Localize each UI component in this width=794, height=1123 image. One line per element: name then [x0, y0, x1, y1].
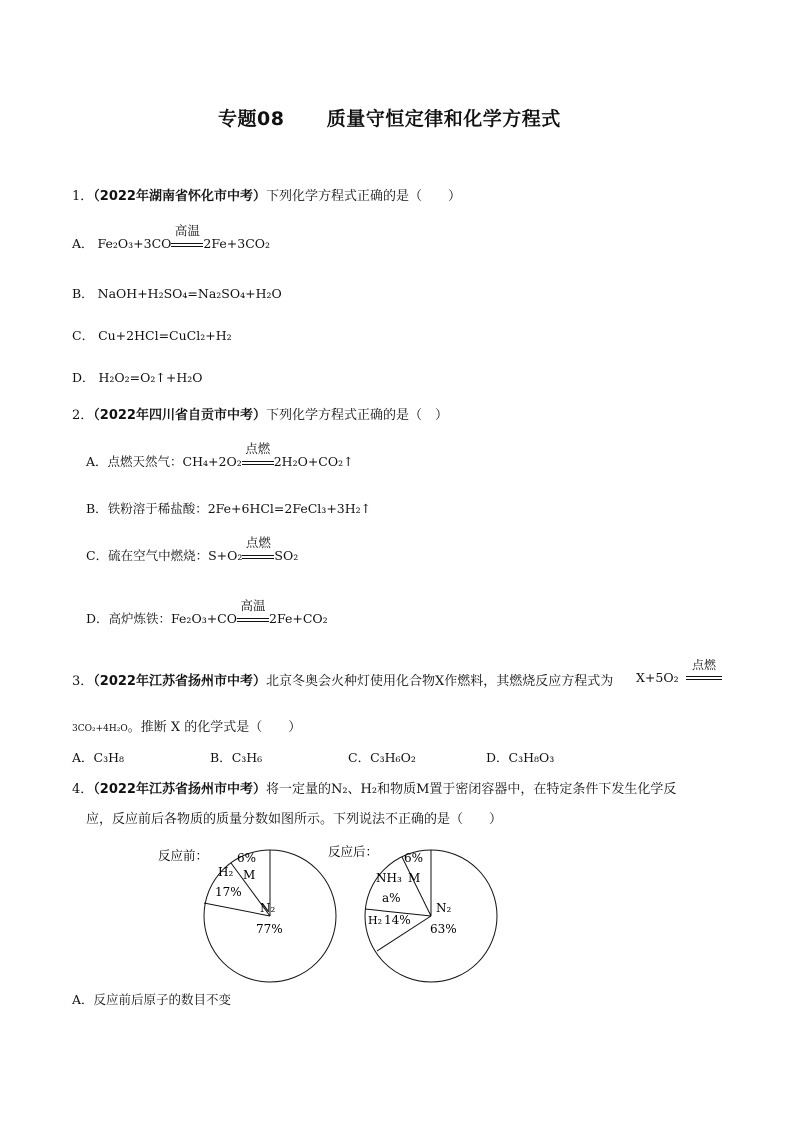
title-name: 质量守恒定律和化学方程式: [326, 108, 561, 130]
question-source: （2022年四川省自贡市中考）: [93, 408, 266, 423]
q1-option-b[interactable]: [72, 284, 282, 302]
option-text: 反应前后原子的数目不变: [93, 992, 232, 1007]
equation-right: SO₂: [274, 548, 299, 563]
q2-option-a[interactable]: [86, 441, 354, 470]
q3-option-d[interactable]: [486, 748, 554, 766]
q3-stem-line2: [72, 716, 301, 735]
question-stem: 下列化学方程式正确的是（ ）: [265, 189, 461, 204]
question-4: [72, 778, 676, 797]
pie-charts: [150, 836, 510, 986]
before-slice-h2-name: H₂: [218, 865, 234, 879]
option-label: D．: [72, 370, 95, 385]
option-label: C．: [86, 548, 109, 563]
equation-right: 2Fe+3CO₂: [203, 236, 271, 251]
q1-option-d[interactable]: [72, 368, 203, 386]
question-number: 3．: [72, 674, 94, 689]
question-3: [72, 670, 613, 689]
option-text: C₃H₈: [93, 750, 125, 765]
after-slice-n2-name: N₂: [436, 901, 452, 915]
option-label: B．: [210, 750, 232, 765]
q2-option-c[interactable]: [86, 535, 299, 564]
q3-option-a[interactable]: [72, 748, 124, 766]
option-label: A．: [72, 236, 94, 251]
option-label: B．: [72, 286, 94, 301]
after-slice-nh3-value: a%: [382, 891, 401, 905]
reaction-condition: 高温: [171, 236, 203, 251]
equation-right: 3CO₂+4H₂O: [72, 724, 128, 734]
option-label: D．: [486, 750, 509, 765]
page-title: [218, 104, 561, 131]
after-slice-n2-value: 63%: [430, 922, 457, 936]
after-slice-nh3-name: NH₃: [376, 871, 402, 885]
option-text: NaOH+H₂SO₄=Na₂SO₄+H₂O: [97, 286, 282, 301]
question-2: [72, 404, 448, 423]
equation-left: S+O₂: [208, 548, 243, 563]
question-source: （2022年江苏省扬州市中考）: [93, 674, 266, 689]
equation-right: 2Fe+CO₂: [269, 611, 328, 626]
after-caption: 反应后：: [328, 844, 379, 859]
equation-right: 2H₂O+CO₂↑: [273, 454, 354, 469]
question-source: （2022年江苏省扬州市中考）: [93, 782, 266, 797]
title-topic: 专题08: [218, 108, 285, 130]
question-4-line2: [86, 808, 502, 827]
before-slice-n2-name: N₂: [260, 901, 276, 915]
option-desc: 硫在空气中燃烧：: [108, 548, 209, 563]
option-text: Cu+2HCl=CuCl₂+H₂: [98, 328, 232, 343]
q1-option-a[interactable]: [72, 223, 271, 252]
question-stem: 下列化学方程式正确的是（ ）: [265, 408, 448, 423]
equation-left: CH₄+2O₂: [182, 454, 242, 469]
question-number: 1．: [72, 189, 94, 204]
option-label: D．: [86, 611, 109, 626]
before-slice-m-value: 6%: [237, 851, 257, 865]
q3-option-c[interactable]: [348, 748, 416, 766]
option-label: B．: [86, 501, 108, 516]
q4-option-a[interactable]: [72, 990, 231, 1008]
option-text: C₃H₆O₂: [370, 750, 416, 765]
option-text: 2Fe+6HCl=2FeCl₃+3H₂↑: [207, 501, 372, 516]
question-1: [72, 185, 461, 204]
q2-option-b[interactable]: [86, 499, 371, 517]
before-caption: 反应前：: [158, 848, 209, 863]
before-slice-n2-value: 77%: [256, 922, 283, 936]
equation-left: Fe₂O₃+CO: [171, 611, 237, 626]
reaction-condition: 高温: [237, 611, 269, 626]
option-text: C₃H₆: [231, 750, 263, 765]
option-label: C．: [348, 750, 371, 765]
after-slice-m-value: 6%: [404, 851, 424, 865]
q2-option-d[interactable]: [86, 598, 328, 627]
reaction-condition: 点燃: [242, 454, 274, 469]
q3-reaction-condition: 点燃: [686, 656, 722, 680]
q3-option-b[interactable]: [210, 748, 262, 766]
after-slice-m-name: M: [408, 871, 421, 885]
question-number: 2．: [72, 408, 94, 423]
after-pie-divider-nh3-m: [402, 857, 431, 916]
question-stem: 应，反应前后各物质的质量分数如图所示。下列说法不正确的是（ ）: [86, 812, 503, 827]
option-text: H₂O₂=O₂↑+H₂O: [98, 370, 203, 385]
question-source: （2022年湖南省怀化市中考）: [93, 189, 266, 204]
equation-left: Fe₂O₃+3CO: [97, 236, 172, 251]
option-desc: 点燃天然气：: [107, 454, 183, 469]
after-slice-h2-value: 14%: [384, 913, 411, 927]
option-desc: 高炉炼铁：: [108, 611, 172, 626]
question-stem: 。推断 X 的化学式是（ ）: [127, 720, 302, 735]
option-text: C₃H₈O₃: [508, 750, 555, 765]
reaction-condition: 点燃: [242, 548, 274, 563]
question-stem: 将一定量的N₂、H₂和物质M置于密闭容器中，在特定条件下发生化学反: [265, 782, 677, 797]
after-slice-h2-name: H₂: [368, 914, 383, 927]
q1-option-c[interactable]: [72, 326, 232, 344]
q3-equation-left: X+5O₂: [636, 670, 679, 685]
before-slice-h2-value: 17%: [215, 885, 242, 899]
before-slice-m-name: M: [243, 868, 256, 882]
option-desc: 铁粉溶于稀盐酸：: [107, 501, 208, 516]
question-stem: 北京冬奥会火种灯使用化合物X作燃料，其燃烧反应方程式为: [265, 674, 614, 689]
option-label: C．: [72, 328, 95, 343]
option-label: A．: [86, 454, 108, 469]
option-label: A．: [72, 750, 94, 765]
question-number: 4．: [72, 782, 94, 797]
option-label: A．: [72, 992, 94, 1007]
